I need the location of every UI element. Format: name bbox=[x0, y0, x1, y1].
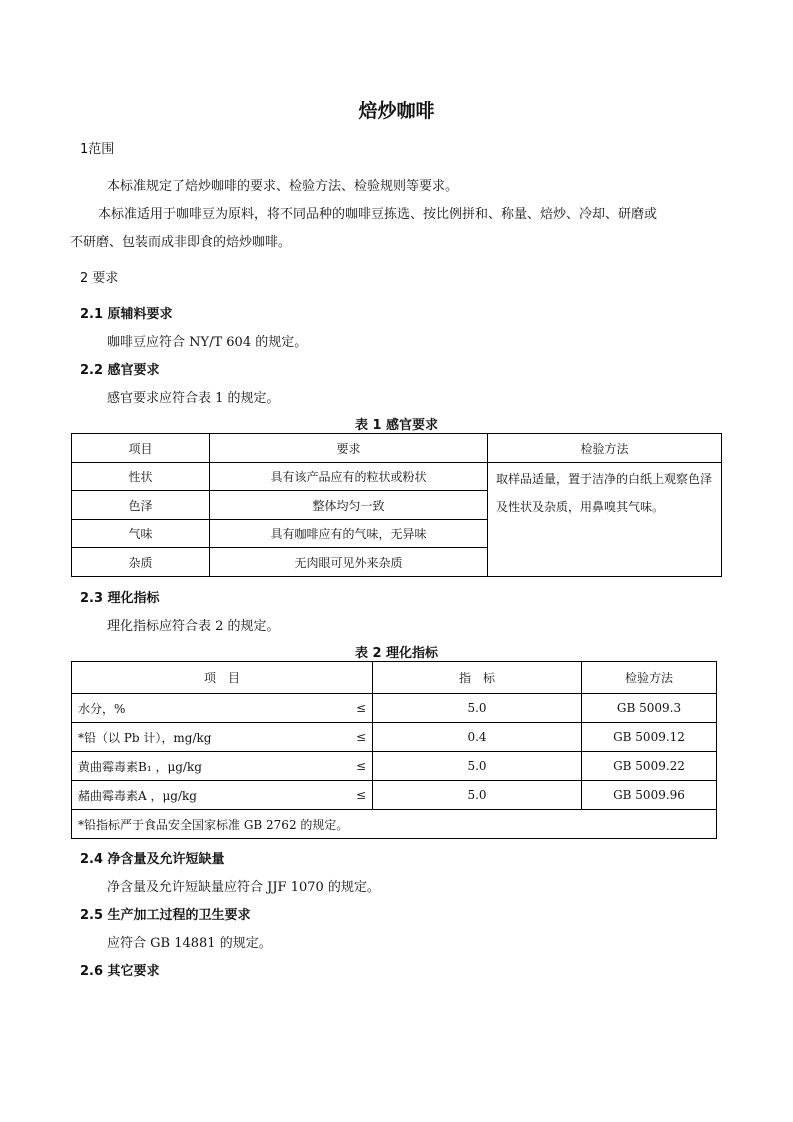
row-value: 0.4 bbox=[373, 723, 582, 752]
row-method: GB 5009.3 bbox=[582, 694, 717, 723]
section-1-para-2-line-2: 不研磨、包装而成非即食的焙炒咖啡。 bbox=[70, 235, 292, 250]
section-2-1-heading: 2.1 原辅料要求 bbox=[80, 307, 173, 322]
le-symbol: ≤ bbox=[355, 759, 366, 773]
row-requirement: 具有咖啡应有的气味，无异味 bbox=[210, 520, 488, 548]
row-method: GB 5009.12 bbox=[582, 723, 717, 752]
table-row bbox=[72, 463, 722, 491]
section-1-heading: 1范围 bbox=[80, 142, 115, 157]
le-symbol: ≤ bbox=[355, 788, 366, 802]
section-2-3-heading: 2.3 理化指标 bbox=[80, 591, 160, 606]
table-header-row bbox=[72, 434, 722, 463]
row-item: 赭曲霉毒素A ，μg/kg bbox=[78, 788, 197, 803]
table-row bbox=[72, 723, 717, 752]
row-method: GB 5009.22 bbox=[582, 752, 717, 781]
section-1-para-2-line-1: 本标准适用于咖啡豆为原料，将不同品种的咖啡豆拣选、按比例拼和、称量、焙炒、冷却、研磨或 bbox=[98, 207, 658, 222]
header-requirement: 要求 bbox=[210, 434, 488, 463]
table-row bbox=[72, 752, 717, 781]
table-header-row bbox=[72, 662, 717, 694]
section-2-6-heading: 2.6 其它要求 bbox=[80, 964, 160, 979]
table-2-caption: 表 2 理化指标 bbox=[354, 646, 439, 661]
header-item: 项目 bbox=[72, 434, 210, 463]
section-2-2-text: 感官要求应符合表 1 的规定。 bbox=[107, 391, 280, 406]
physicochemical-table bbox=[71, 661, 717, 839]
header-method: 检验方法 bbox=[582, 662, 717, 694]
row-value: 5.0 bbox=[373, 694, 582, 723]
row-item: 杂质 bbox=[72, 548, 210, 577]
row-requirement: 具有该产品应有的粒状或粉状 bbox=[210, 463, 488, 491]
section-2-heading: 2 要求 bbox=[80, 271, 119, 286]
row-item: 气味 bbox=[72, 520, 210, 548]
le-symbol: ≤ bbox=[355, 730, 366, 744]
section-2-5-text: 应符合 GB 14881 的规定。 bbox=[107, 936, 272, 951]
row-method: GB 5009.96 bbox=[582, 781, 717, 810]
row-item: 性状 bbox=[72, 463, 210, 491]
table-row bbox=[72, 694, 717, 723]
sensory-table bbox=[71, 433, 722, 577]
header-method: 检验方法 bbox=[488, 434, 722, 463]
table-row bbox=[72, 781, 717, 810]
header-item: 项 目 bbox=[72, 662, 373, 694]
inspection-method: 取样品适量，置于洁净的白纸上观察色泽及性状及杂质，用鼻嗅其气味。 bbox=[488, 463, 722, 577]
document-title: 焙炒咖啡 bbox=[358, 100, 435, 122]
row-requirement: 整体均匀一致 bbox=[210, 491, 488, 520]
table-note-row bbox=[72, 810, 717, 839]
table-1-caption: 表 1 感官要求 bbox=[354, 418, 439, 433]
section-2-4-heading: 2.4 净含量及允许短缺量 bbox=[80, 852, 225, 867]
row-item: 水分，% bbox=[78, 701, 126, 716]
header-index: 指 标 bbox=[373, 662, 582, 694]
row-item: *铅（以 Pb 计），mg/kg bbox=[78, 730, 212, 745]
section-2-1-text: 咖啡豆应符合 NY/T 604 的规定。 bbox=[107, 335, 308, 350]
section-2-5-heading: 2.5 生产加工过程的卫生要求 bbox=[80, 908, 251, 923]
row-value: 5.0 bbox=[373, 752, 582, 781]
row-value: 5.0 bbox=[373, 781, 582, 810]
row-item: 色泽 bbox=[72, 491, 210, 520]
section-1-para-1: 本标准规定了焙炒咖啡的要求、检验方法、检验规则等要求。 bbox=[107, 179, 459, 194]
table-note: *铅指标严于食品安全国家标准 GB 2762 的规定。 bbox=[72, 810, 717, 839]
row-item: 黄曲霉毒素B₁ ，μg/kg bbox=[78, 759, 202, 774]
section-2-4-text: 净含量及允许短缺量应符合 JJF 1070 的规定。 bbox=[107, 880, 380, 895]
section-2-2-heading: 2.2 感官要求 bbox=[80, 363, 160, 378]
row-requirement: 无肉眼可见外来杂质 bbox=[210, 548, 488, 577]
section-2-3-text: 理化指标应符合表 2 的规定。 bbox=[107, 619, 280, 634]
le-symbol: ≤ bbox=[355, 701, 366, 715]
